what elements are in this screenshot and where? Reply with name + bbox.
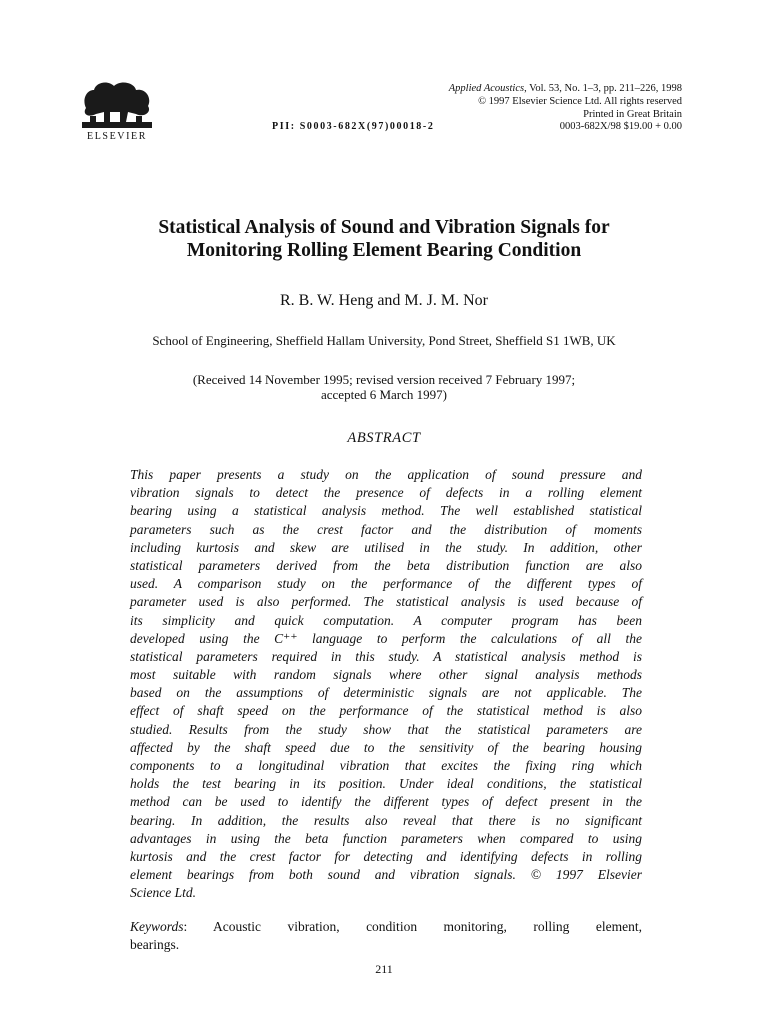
- keywords-text: : Acoustic vibration, condition monitoring, rolling element,: [183, 919, 642, 934]
- elsevier-logo: [78, 78, 156, 146]
- abstract-body: [130, 466, 642, 903]
- keywords: [130, 918, 642, 954]
- keywords-line: [130, 918, 642, 936]
- journal-details: , Vol. 53, No. 1–3, pp. 211–226, 1998: [524, 83, 682, 94]
- elsevier-tree-icon: [80, 78, 154, 130]
- abstract-line: statistical parameters derived from the beta distribution function are also: [130, 557, 642, 573]
- issn-price: 0003-682X/98 $19.00 + 0.00: [559, 121, 682, 132]
- keywords-line: bearings.: [130, 937, 180, 952]
- abstract-line: components to a longitudinal vibration that excites the fixing ring which: [130, 758, 642, 773]
- abstract-line: including kurtosis and skew are utilised in the study. In addition, other: [130, 539, 642, 555]
- paper-title: [70, 216, 698, 262]
- journal-line: [322, 82, 682, 95]
- abstract-line: its simplicity and quick computation. A computer program has been: [130, 612, 642, 628]
- abstract-line: holds the test bearing in its position. Under ideal conditions, the statistical: [130, 776, 642, 792]
- abstract-line: bearing using a statistical analysis method. The well established statistical: [130, 503, 642, 519]
- title-line: Monitoring Rolling Element Bearing Condition: [186, 240, 582, 261]
- page-number: 211: [375, 962, 393, 976]
- abstract-line: based on the assumptions of deterministic signals are not applicable. The: [130, 685, 642, 701]
- keywords-label: Keywords: [130, 919, 184, 934]
- printed-line: Printed in Great Britain: [583, 109, 682, 120]
- abstract-line: developed using the C⁺⁺ language to perform the calculations of all the: [130, 630, 642, 646]
- copyright-line: © 1997 Elsevier Science Ltd. All rights reserved: [478, 96, 682, 107]
- abstract-line: vibration signals to detect the presence of defects in a rolling element: [130, 485, 642, 501]
- abstract-line: studied. Results from the study show that the statistical parameters are: [130, 721, 642, 737]
- received-line: (Received 14 November 1995; revised version received 7 February 1997;: [192, 372, 576, 387]
- abstract-heading: ABSTRACT: [347, 430, 421, 446]
- abstract-line: method can be used to identify the different types of defect present in the: [130, 794, 642, 810]
- journal-name: Applied Acoustics: [448, 83, 525, 94]
- abstract-line: effect of shaft speed on the performance of the statistical method is also: [130, 703, 642, 719]
- received-dates: [0, 372, 768, 402]
- abstract-line: bearing. In addition, the results also reveal that there is no significant: [130, 812, 642, 828]
- abstract-line: parameter used is also performed. The statistical analysis is used because of: [130, 594, 642, 610]
- journal-citation: [322, 82, 682, 121]
- title-line: Statistical Analysis of Sound and Vibration Signals for: [158, 217, 610, 238]
- abstract-line: most suitable with random signals where other signal analysis methods: [130, 667, 642, 683]
- abstract-line: advantages in using the beta function parameters when compared to using: [130, 830, 642, 846]
- abstract-line: Science Ltd.: [130, 885, 196, 901]
- abstract-line: parameters such as the crest factor and the distribution of moments: [130, 521, 642, 537]
- abstract-line: element bearings from both sound and vibration signals. © 1997 Elsevier: [130, 867, 642, 883]
- elsevier-logo-text: ELSEVIER: [86, 131, 148, 142]
- abstract-line: affected by the shaft speed due to the sensitivity of the bearing housing: [130, 739, 642, 755]
- pii-identifier: PII: S0003-682X(97)00018-2: [272, 121, 435, 132]
- abstract-line: This paper presents a study on the application of sound pressure and: [130, 467, 642, 482]
- abstract-line: used. A comparison study on the performance of the different types of: [130, 576, 642, 592]
- authors: R. B. W. Heng and M. J. M. Nor: [279, 292, 488, 309]
- abstract-line: statistical parameters required in this study. A statistical analysis method is: [130, 648, 642, 664]
- abstract-line: kurtosis and the crest factor for detecting and identifying defects in rolling: [130, 848, 642, 864]
- received-line: accepted 6 March 1997): [321, 387, 447, 402]
- affiliation: School of Engineering, Sheffield Hallam University, Pond Street, Sheffield S1 1WB, UK: [152, 333, 616, 348]
